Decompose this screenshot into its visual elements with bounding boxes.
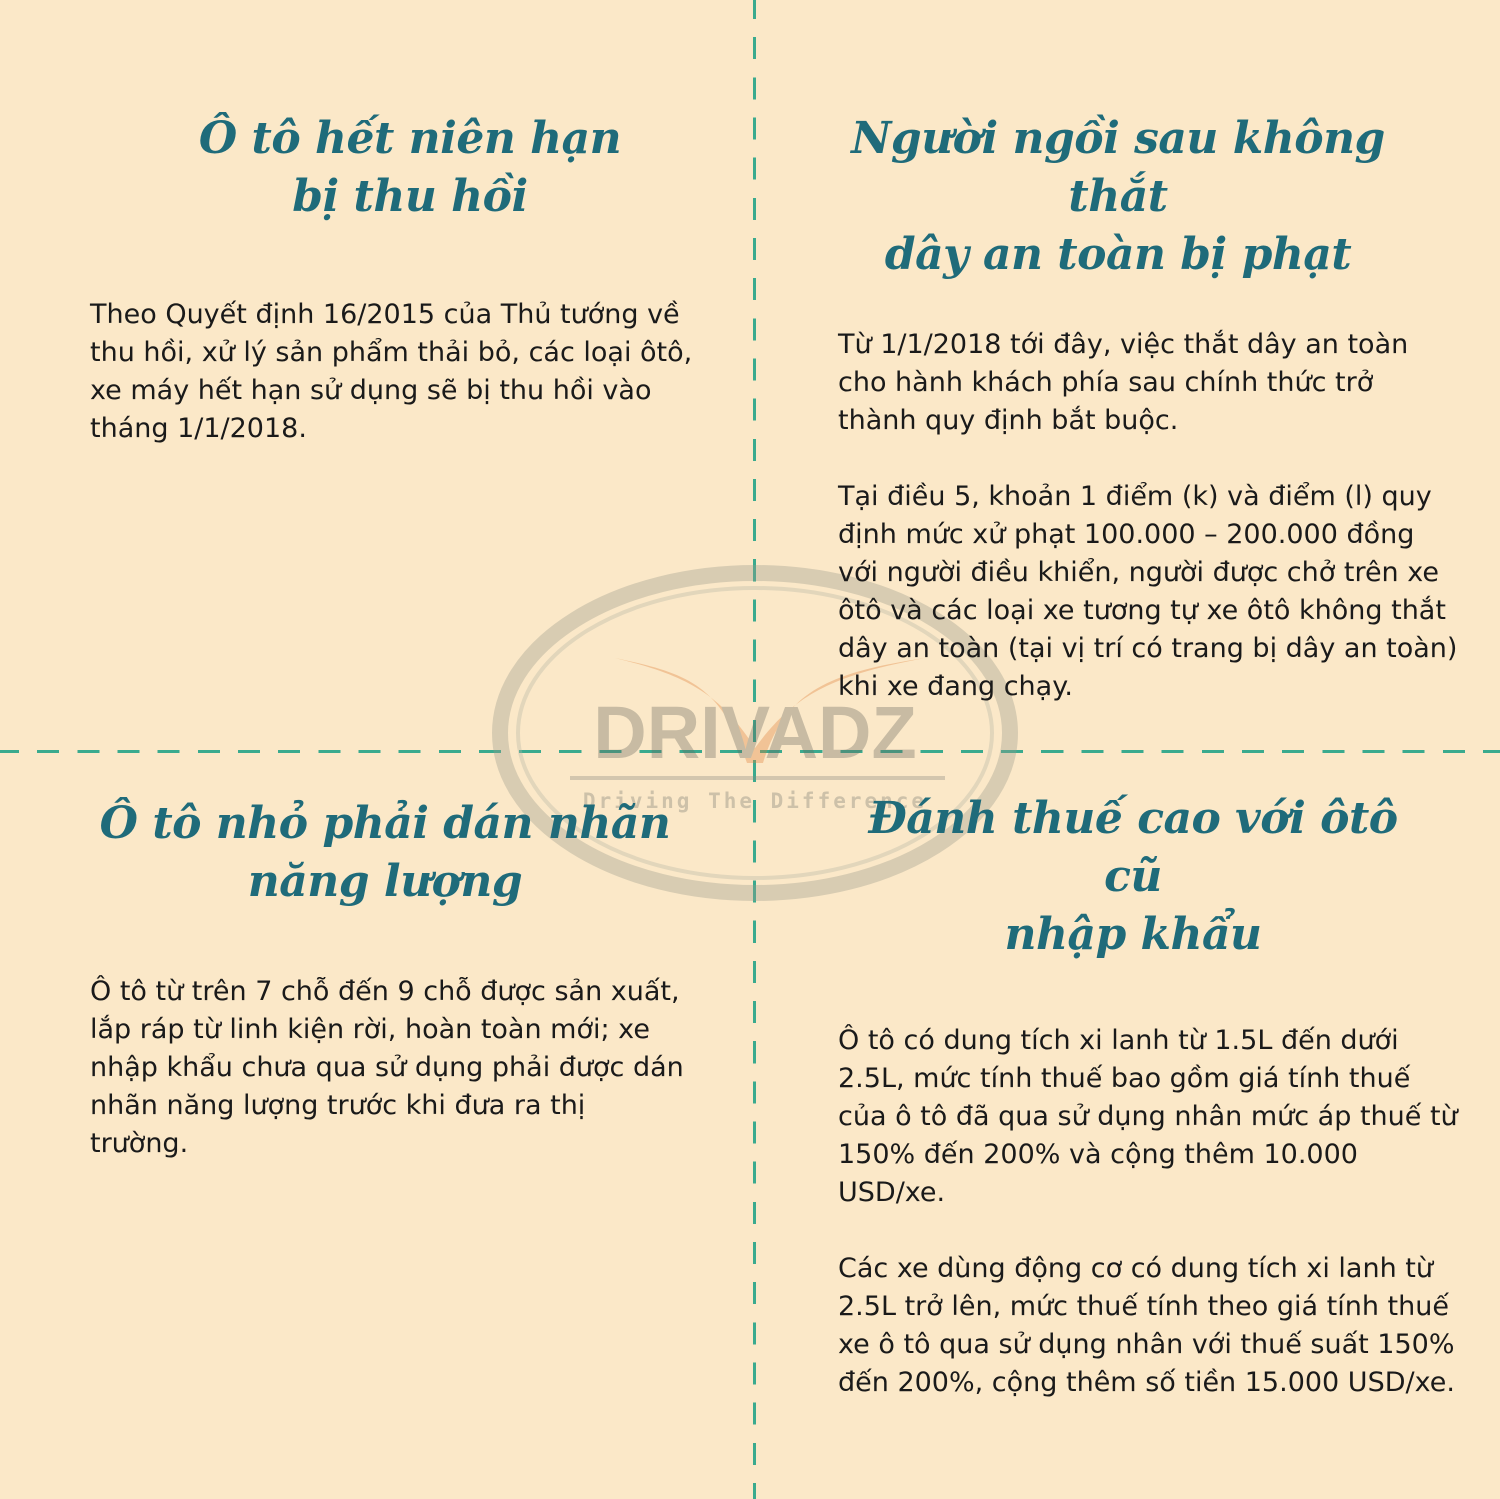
paragraph: Các xe dùng động cơ có dung tích xi lanh từ 2.5L trở lên, mức thuế tính theo giá tính thuế xe ô tô qua sử dụng nhân với thuế suất 150% đến 200%, cộng thêm số tiền 15.000 USD/xe. <box>838 1253 1455 1398</box>
section-body <box>838 326 1458 706</box>
section-title <box>838 790 1428 964</box>
watermark-tagline: Driving The Difference <box>582 789 928 813</box>
paragraph: Tại điều 5, khoản 1 điểm (k) và điểm (l) quy định mức xử phạt 100.000 – 200.000 đồng với người điều khiển, người được chở trên xe ôtô và các loại xe tương tự xe ôtô không thắt dây an toàn (tại vị trí có trang bị dây an toàn) khi xe đang chạy. <box>838 481 1458 702</box>
title-line-2: bị thu hồi <box>292 171 528 222</box>
title-line-1: Ô tô nhỏ phải dán nhãn <box>99 798 671 849</box>
paragraph: Theo Quyết định 16/2015 của Thủ tướng về thu hồi, xử lý sản phẩm thải bỏ, các loại ôtô, xe máy hết hạn sử dụng sẽ bị thu hồi vào tháng 1/1/2018. <box>90 299 693 444</box>
section-energy-label <box>90 795 720 1163</box>
section-title <box>75 110 745 226</box>
title-line-1: Người ngồi sau không thắt <box>851 113 1385 222</box>
section-body <box>90 973 690 1163</box>
paragraph: Từ 1/1/2018 tới đây, việc thắt dây an toàn cho hành khách phía sau chính thức trở thành quy định bắt buộc. <box>838 329 1409 436</box>
section-seatbelt-fine <box>838 110 1458 706</box>
section-vehicle-recall <box>90 110 730 448</box>
paragraph: Ô tô có dung tích xi lanh từ 1.5L đến dưới 2.5L, mức tính thuế bao gồm giá tính thuế của ô tô đã qua sử dụng nhân mức áp thuế từ 150% đến 200% và cộng thêm 10.000 USD/xe. <box>838 1025 1458 1208</box>
horizontal-divider <box>0 750 1500 753</box>
watermark-brand: DRIVADZ <box>593 691 917 774</box>
section-body <box>90 296 720 448</box>
title-line-2: dây an toàn bị phạt <box>884 229 1352 280</box>
section-title <box>75 795 695 911</box>
section-body <box>838 1022 1458 1402</box>
title-line-1: Ô tô hết niên hạn <box>198 113 622 164</box>
title-line-2: nhập khẩu <box>1004 909 1262 960</box>
section-title <box>808 110 1428 284</box>
paragraph: Ô tô từ trên 7 chỗ đến 9 chỗ được sản xuất, lắp ráp từ linh kiện rời, hoàn toàn mới; xe nhập khẩu chưa qua sử dụng phải được dán nhãn năng lượng trước khi đưa ra thị trường. <box>90 976 684 1159</box>
title-line-1: Đánh thuế cao với ôtô cũ <box>868 793 1398 902</box>
title-line-2: năng lượng <box>247 856 523 907</box>
section-used-car-tax <box>838 790 1458 1402</box>
